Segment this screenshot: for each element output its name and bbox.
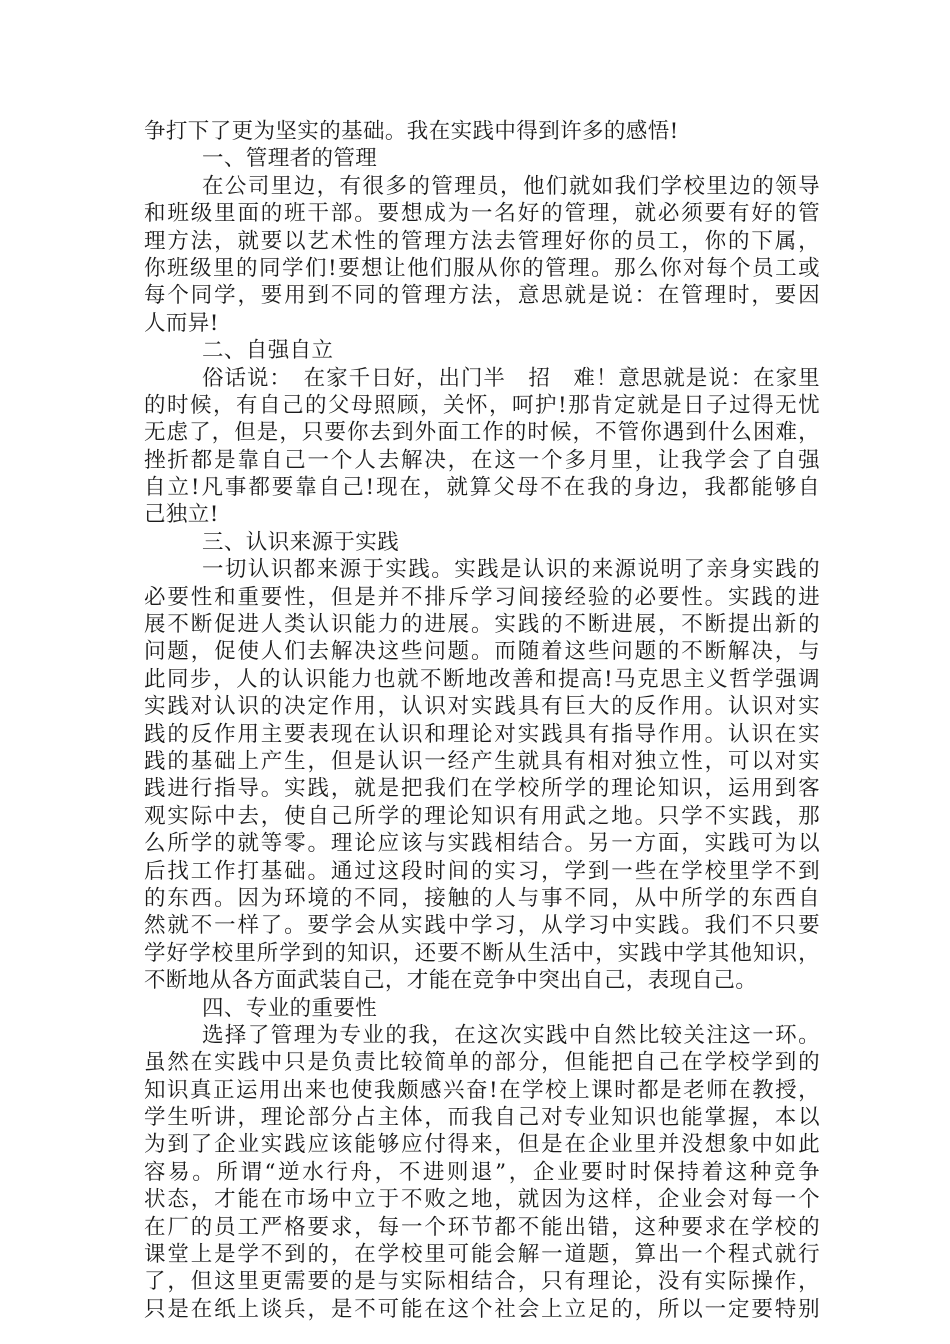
text-line: 学生听讲，理论部分占主体，而我自己对专业知识也能掌握，本以: [144, 1105, 820, 1131]
document-page: [144, 118, 820, 1323]
text-line: 挫折都是靠自己一个人去解决，在这一个多月里，让我学会了自强: [144, 447, 820, 473]
text-line: 一切认识都来源于实践。实践是认识的来源说明了亲身实践的: [202, 557, 820, 583]
text-line: 知识真正运用出来也使我颇感兴奋!在学校上课时都是老师在教授，: [144, 1077, 820, 1103]
text-line: 然就不一样了。要学会从实践中学习，从学习中实践。我们不只要: [144, 913, 820, 939]
text-line: 的东西。因为环境的不同，接触的人与事不同，从中所学的东西自: [144, 885, 820, 911]
text-line: 课堂上是学不到的，在学校里可能会解一道题，算出一个程式就行: [144, 1242, 820, 1268]
text-line: 展不断促进人类认识能力的进展。实践的不断进展，不断提出新的: [144, 612, 820, 638]
text-line: 三、认识来源于实践: [202, 529, 400, 555]
text-line: 践的基础上产生，但是认识一经产生就具有相对独立性，可以对实: [144, 748, 820, 774]
text-line: 践的反作用主要表现在认识和理论对实践具有指导作用。认识在实: [144, 721, 820, 747]
text-line: 一、管理者的管理: [202, 146, 378, 172]
text-line: 四、专业的重要性: [202, 995, 378, 1021]
text-line: 俗话说： 在家千日好，出门半 招 难！意思就是说：在家里: [202, 365, 820, 391]
text-line: 了，但这里更需要的是与实际相结合，只有理论，没有实际操作，: [144, 1269, 820, 1295]
text-line: 选择了管理为专业的我，在这次实践中自然比较关注这一环。: [202, 1022, 820, 1048]
text-line: 学好学校里所学到的知识，还要不断从生活中，实践中学其他知识，: [144, 940, 820, 966]
text-line: 理方法，就要以艺术性的管理方法去管理好你的员工，你的下属，: [144, 228, 820, 254]
text-line: 己独立!: [144, 502, 219, 528]
text-line: 二、自强自立: [202, 338, 334, 364]
text-line: 践进行指导。实践，就是把我们在学校所学的理论知识，运用到客: [144, 776, 820, 802]
text-line: 观实际中去，使自己所学的理论知识有用武之地。只学不实践，那: [144, 803, 820, 829]
text-line: 无虑了，但是，只要你去到外面工作的时候，不管你遇到什么困难，: [144, 420, 820, 446]
text-line: 的时候，有自己的父母照顾，关怀，呵护!那肯定就是日子过得无忧: [144, 392, 820, 418]
text-line: 你班级里的同学们!要想让他们服从你的管理。那么你对每个员工或: [144, 255, 820, 281]
text-line: 后找工作打基础。通过这段时间的实习，学到一些在学校里学不到: [144, 858, 820, 884]
text-line: 人而异!: [144, 310, 219, 336]
text-line: 不断地从各方面武装自己，才能在竞争中突出自己，表现自己。: [144, 968, 758, 994]
text-line: 每个同学，要用到不同的管理方法，意思就是说：在管理时，要因: [144, 283, 820, 309]
text-line: 容易。所谓“逆水行舟，不进则退”，企业要时时保持着这种竞争: [144, 1159, 820, 1185]
text-line: 问题，促使人们去解决这些问题。而随着这些问题的不断解决，与: [144, 639, 820, 665]
text-line: 状态，才能在市场中立于不败之地，就因为这样，企业会对每一个: [144, 1187, 820, 1213]
text-line: 虽然在实践中只是负责比较简单的部分，但能把自己在学校学到的: [144, 1050, 820, 1076]
text-line: 实践对认识的决定作用，认识对实践具有巨大的反作用。认识对实: [144, 694, 820, 720]
text-line: 在公司里边，有很多的管理员，他们就如我们学校里边的领导: [202, 173, 820, 199]
text-line: 此同步，人的认识能力也就不断地改善和提高!马克思主义哲学强调: [144, 666, 820, 692]
text-line: 自立!凡事都要靠自己!现在，就算父母不在我的身边，我都能够自: [144, 475, 820, 501]
text-line: 在厂的员工严格要求，每一个环节都不能出错，这种要求在学校的: [144, 1214, 820, 1240]
text-line: 么所学的就等零。理论应该与实践相结合。另一方面，实践可为以: [144, 831, 820, 857]
text-line: 必要性和重要性，但是并不排斥学习间接经验的必要性。实践的进: [144, 584, 820, 610]
text-line: 只是在纸上谈兵，是不可能在这个社会上立足的，所以一定要特别: [144, 1296, 820, 1322]
text-line: 为到了企业实践应该能够应付得来，但是在企业里并没想象中如此: [144, 1132, 820, 1158]
text-line: 争打下了更为坚实的基础。我在实践中得到许多的感悟!: [144, 119, 679, 144]
text-line: 和班级里面的班干部。要想成为一名好的管理，就必须要有好的管: [144, 201, 820, 227]
